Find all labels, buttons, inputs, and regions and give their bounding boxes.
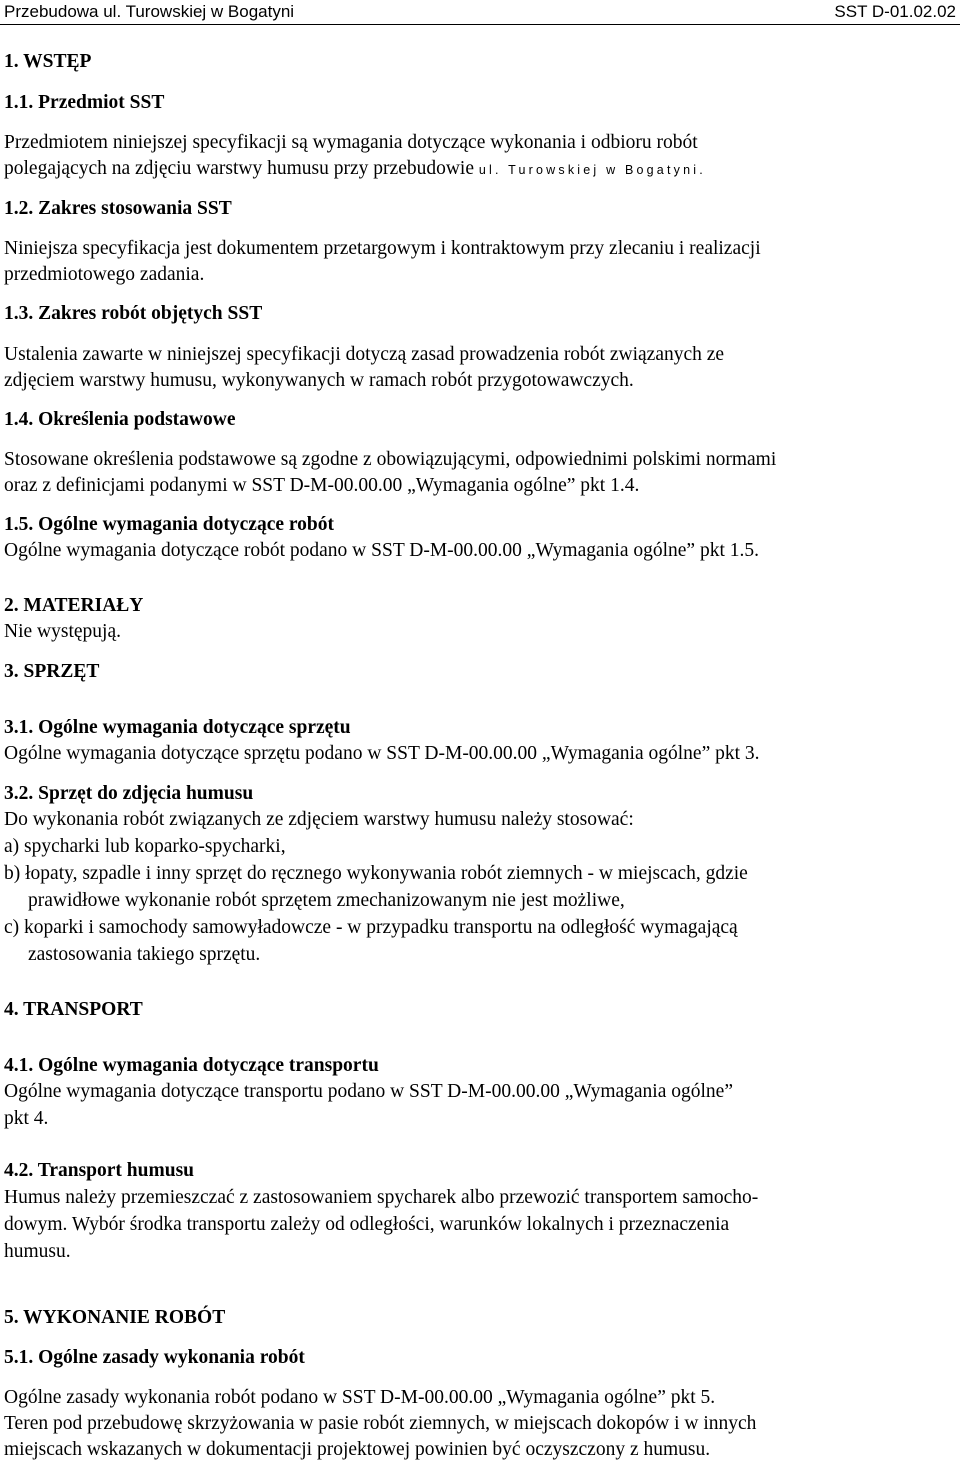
- section-1-1-text: polegających na zdjęciu warstwy humusu przy przebudowie: [4, 158, 474, 179]
- section-5-1-text-line: miejscach wskazanych w dokumentacji projektowej powinien być oczyszczony z humusu.: [4, 1439, 711, 1460]
- section-3-1-heading: 3.1. Ogólne wymagania dotyczące sprzętu: [4, 717, 351, 738]
- list-item-b-continuation: prawidłowe wykonanie robót sprzętem zmechanizowanym nie jest możliwe,: [28, 890, 625, 911]
- section-1-3-text-line: zdjęciem warstwy humusu, wykonywanych w ramach robót przygotowawczych.: [4, 370, 634, 391]
- section-1-4-text-line: Stosowane określenia podstawowe są zgodne z obowiązującymi, odpowiednimi polskimi normami: [4, 449, 777, 470]
- list-item-c: c) koparki i samochody samowyładowcze - w przypadku transportu na odległość wymagającą: [4, 917, 738, 938]
- section-1-1-text-line: [4, 155, 954, 184]
- section-5-1-heading: 5.1. Ogólne zasady wykonania robót: [4, 1347, 305, 1368]
- header-project-title: Przebudowa ul. Turowskiej w Bogatyni: [4, 2, 295, 21]
- section-1-2-heading: 1.2. Zakres stosowania SST: [4, 198, 232, 219]
- section-4-2-heading: 4.2. Transport humusu: [4, 1160, 195, 1181]
- list-item-c-continuation: zastosowania takiego sprzętu.: [28, 944, 261, 965]
- section-1-5-text-line: Ogólne wymagania dotyczące robót podano w SST D-M-00.00.00 „Wymagania ogólne” pkt 1.5.: [4, 540, 759, 561]
- section-1-1-heading: 1.1. Przedmiot SST: [4, 92, 165, 113]
- header-document-code: SST D-01.02.02: [834, 2, 956, 21]
- section-2-heading: 2. MATERIAŁY: [4, 595, 144, 616]
- section-1-1-text-line: Przedmiotem niniejszej specyfikacji są wymagania dotyczące wykonania i odbioru robót: [4, 132, 698, 153]
- section-4-1-text-line: pkt 4.: [4, 1108, 49, 1129]
- section-1-2-text-line: przedmiotowego zadania.: [4, 264, 205, 285]
- section-4-2-text-line: dowym. Wybór środka transportu zależy od odległości, warunków lokalnych i przeznaczenia: [4, 1214, 730, 1235]
- section-3-2-heading: 3.2. Sprzęt do zdjęcia humusu: [4, 783, 254, 804]
- section-4-2-text-line: humusu.: [4, 1241, 71, 1262]
- section-3-1-text-line: Ogólne wymagania dotyczące sprzętu podano w SST D-M-00.00.00 „Wymagania ogólne” pkt 3.: [4, 743, 760, 764]
- page-header: [0, 0, 960, 25]
- list-item-a: a) spycharki lub koparko-spycharki,: [4, 836, 286, 857]
- section-5-1-text-line: Ogólne zasady wykonania robót podano w SST D-M-00.00.00 „Wymagania ogólne” pkt 5.: [4, 1387, 716, 1408]
- section-1-2-text-line: Niniejsza specyfikacja jest dokumentem przetargowym i kontraktowym przy zlecaniu i realizacji: [4, 238, 761, 259]
- section-1-5-heading: 1.5. Ogólne wymagania dotyczące robót: [4, 514, 335, 535]
- section-3-heading: 3. SPRZĘT: [4, 661, 100, 682]
- section-1-3-heading: 1.3. Zakres robót objętych SST: [4, 303, 263, 324]
- section-4-1-heading: 4.1. Ogólne wymagania dotyczące transportu: [4, 1055, 379, 1076]
- section-4-heading: 4. TRANSPORT: [4, 999, 143, 1020]
- section-1-3-text-line: Ustalenia zawarte w niniejszej specyfikacji dotyczą zasad prowadzenia robót związanych ze: [4, 344, 725, 365]
- section-4-2-text-line: Humus należy przemieszczać z zastosowaniem spycharek albo przewozić transportem samocho-: [4, 1187, 759, 1208]
- section-4-1-text-line: Ogólne wymagania dotyczące transportu podano w SST D-M-00.00.00 „Wymagania ogólne”: [4, 1081, 733, 1102]
- section-1-4-text-line: oraz z definicjami podanymi w SST D-M-00.00.00 „Wymagania ogólne” pkt 1.4.: [4, 475, 640, 496]
- section-1-heading: 1. WSTĘP: [4, 51, 92, 72]
- section-5-1-text-line: Teren pod przebudowę skrzyżowania w pasie robót ziemnych, w miejscach dokopów i w innych: [4, 1413, 757, 1434]
- section-3-2-text-line: Do wykonania robót związanych ze zdjęciem warstwy humusu należy stosować:: [4, 809, 634, 830]
- list-item-b: b) łopaty, szpadle i inny sprzęt do ręcznego wykonywania robót ziemnych - w miejscach, gdzie: [4, 863, 748, 884]
- section-1-4-heading: 1.4. Określenia podstawowe: [4, 409, 236, 430]
- section-2-text-line: Nie występują.: [4, 621, 121, 642]
- section-5-heading: 5. WYKONANIE ROBÓT: [4, 1307, 226, 1328]
- street-name-spaced: ul. Turowskiej w Bogatyni.: [478, 163, 706, 177]
